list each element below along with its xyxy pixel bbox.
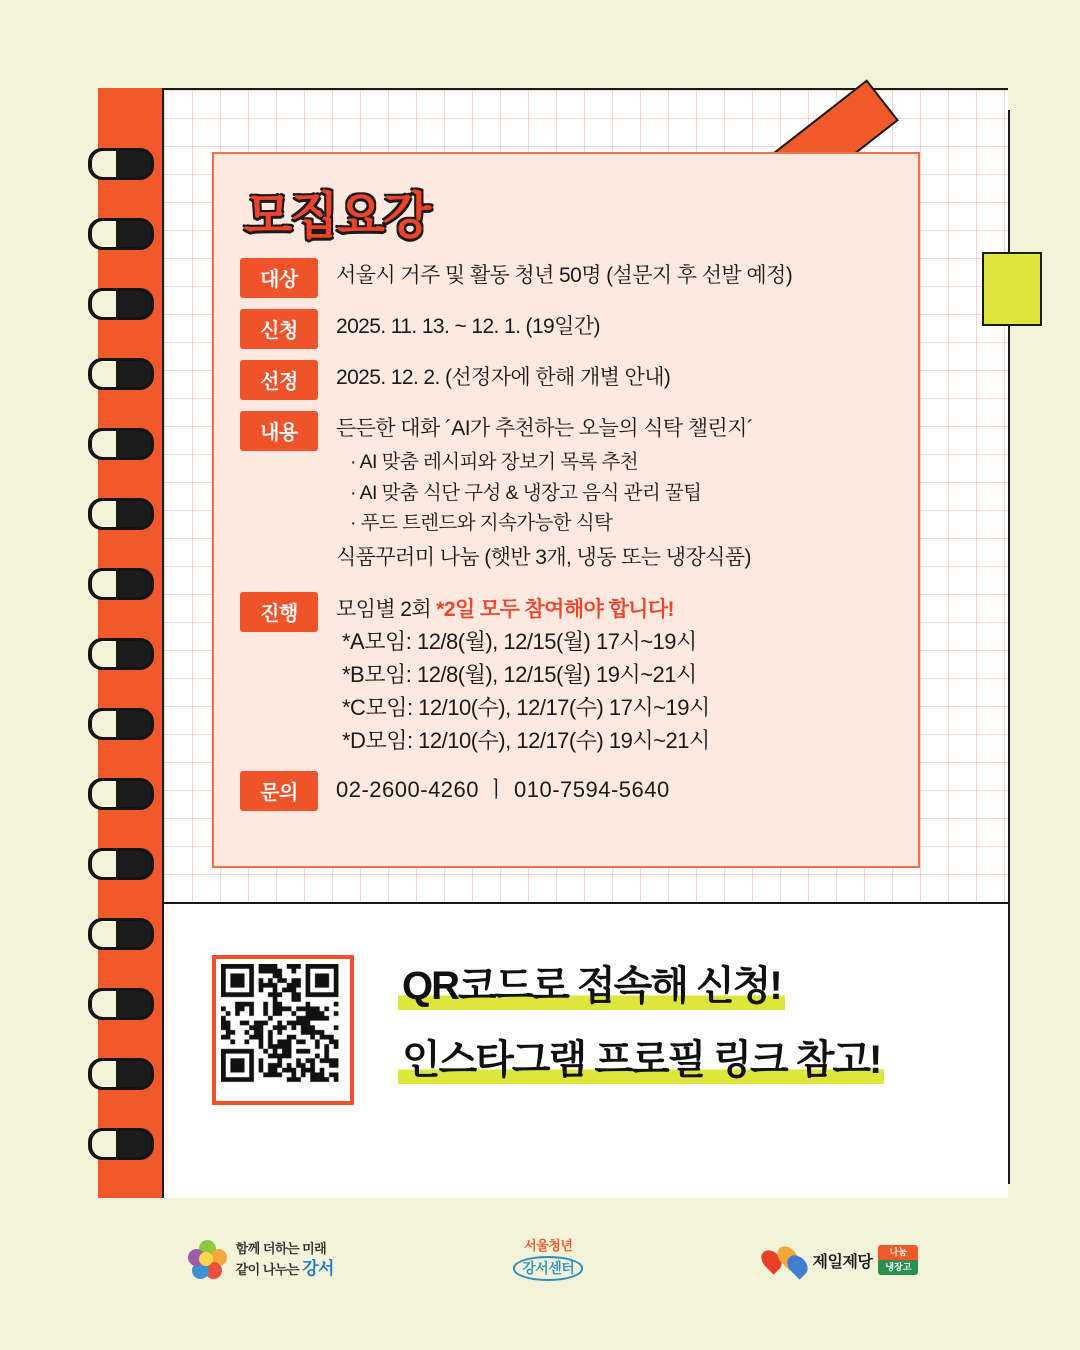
spiral-ring bbox=[88, 428, 154, 460]
content-headline: 든든한 대화 ´AI가 추천하는 오늘의 식탁 챌린지´ bbox=[336, 417, 754, 440]
cj-blossom-icon bbox=[763, 1245, 807, 1275]
footer-logos bbox=[98, 1215, 1008, 1305]
logo-bottom-text: 강서센터 bbox=[513, 1256, 583, 1280]
logo-brand: 강서 bbox=[302, 1258, 334, 1278]
list-item: · AI 맞춤 레시피와 장보기 목록 추천 bbox=[350, 451, 639, 474]
schedule-headline bbox=[336, 595, 710, 625]
content-extra-note: 식품꾸러미 나눔 (햇반 3개, 냉동 또는 냉장식품) bbox=[336, 546, 751, 570]
row-tag: 선정 bbox=[240, 360, 318, 400]
row-body-group bbox=[336, 592, 710, 757]
gangseo-gu-logo bbox=[188, 1240, 334, 1280]
gangseo-logo-text bbox=[236, 1241, 334, 1279]
spiral-ring bbox=[88, 568, 154, 600]
qr-code-canvas[interactable] bbox=[221, 964, 345, 1096]
spiral-ring bbox=[88, 778, 154, 810]
schedule-prefix: 모임별 2회 bbox=[336, 597, 437, 621]
logo-line-2 bbox=[236, 1258, 334, 1279]
spiral-ring bbox=[88, 638, 154, 670]
spiral-ring bbox=[88, 148, 154, 180]
row-tag: 신청 bbox=[240, 309, 318, 349]
badge-bottom-text: 냉장고 bbox=[878, 1260, 918, 1275]
row-contact bbox=[240, 771, 900, 811]
list-item: · AI 맞춤 식단 구성 & 냉장고 음식 관리 꿀팁 bbox=[350, 481, 702, 504]
row-target bbox=[240, 258, 900, 298]
row-tag: 내용 bbox=[240, 411, 318, 451]
cj-brand-text: 제일제당 bbox=[812, 1253, 873, 1271]
row-tag: 문의 bbox=[240, 771, 318, 811]
row-tag: 대상 bbox=[240, 258, 318, 298]
qr-code[interactable] bbox=[212, 955, 354, 1105]
spiral-ring bbox=[88, 288, 154, 320]
spiral-ring bbox=[88, 708, 154, 740]
schedule-warning: *2일 모두 참여해야 합니다! bbox=[436, 597, 674, 621]
list-item: · 푸드 트렌드와 지속가능한 식탁 bbox=[350, 511, 613, 534]
spiral-ring bbox=[88, 988, 154, 1020]
page-title: 모집요강 bbox=[244, 188, 430, 244]
flower-icon bbox=[188, 1240, 228, 1280]
row-content bbox=[240, 411, 900, 574]
call-to-action bbox=[398, 962, 988, 1110]
row-body-group bbox=[336, 411, 753, 574]
spiral-ring bbox=[88, 848, 154, 880]
spiral-ring bbox=[88, 358, 154, 390]
row-application-period bbox=[240, 309, 900, 349]
contact-phone-numbers: 02-2600-4260 ㅣ 010-7594-5640 bbox=[336, 776, 670, 802]
cj-cheiljedang-logo bbox=[763, 1245, 919, 1275]
row-body: 2025. 11. 13. ~ 12. 1. (19일간) bbox=[336, 315, 600, 338]
recruitment-rows bbox=[240, 258, 900, 822]
logo-top-text: 서울청년 bbox=[524, 1238, 573, 1254]
logo-line-1: 함께 더하는 미래 bbox=[235, 1241, 327, 1257]
logo-line-2-text: 같이 나누는 bbox=[235, 1261, 303, 1277]
row-selection-date bbox=[240, 360, 900, 400]
schedule-item: *B모임: 12/8(월), 12/15(월) 19시~21시 bbox=[342, 661, 697, 687]
spiral-ring bbox=[88, 1128, 154, 1160]
schedule-item: *D모임: 12/10(수), 12/17(수) 19시~21시 bbox=[342, 727, 710, 753]
cta-line-2: 인스타그램 프로필 링크 참고! bbox=[398, 1036, 884, 1084]
spiral-ring bbox=[88, 498, 154, 530]
yellow-tab-decoration bbox=[982, 252, 1042, 326]
cta-line-1: QR코드로 접속해 신청! bbox=[398, 962, 785, 1010]
spiral-ring bbox=[88, 918, 154, 950]
row-tag: 진행 bbox=[240, 592, 318, 632]
schedule-item: *C모임: 12/10(수), 12/17(수) 17시~19시 bbox=[342, 694, 710, 720]
row-body: 서울시 거주 및 활동 청년 50명 (설문지 후 선발 예정) bbox=[336, 264, 793, 287]
share-fridge-badge bbox=[878, 1245, 918, 1275]
schedule-item: *A모임: 12/8(월), 12/15(월) 17시~19시 bbox=[342, 628, 697, 654]
badge-top-text: 나눔 bbox=[878, 1245, 918, 1260]
seoul-youth-center-logo bbox=[513, 1239, 583, 1280]
content-sub-list bbox=[350, 447, 753, 538]
row-body: 2025. 12. 2. (선정자에 한해 개별 안내) bbox=[336, 366, 671, 389]
spiral-ring bbox=[88, 1058, 154, 1090]
spiral-ring bbox=[88, 218, 154, 250]
row-schedule bbox=[240, 592, 900, 757]
